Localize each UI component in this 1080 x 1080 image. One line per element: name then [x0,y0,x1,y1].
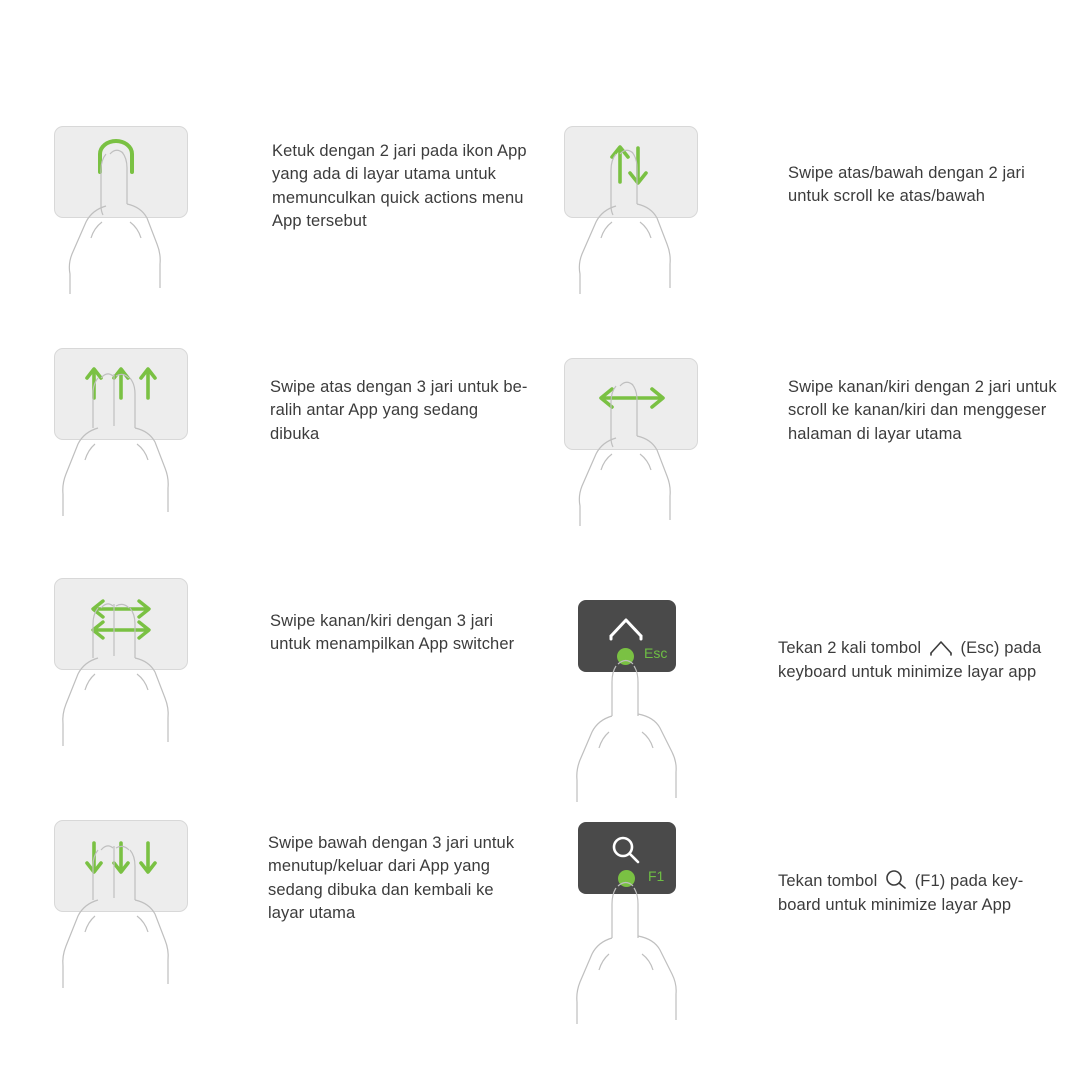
gesture-caption [778,614,1060,684]
esc-key-label: Esc [644,645,668,661]
caption-text-before: Tekan 2 kali tombol [778,639,926,658]
gesture-caption [778,846,1060,917]
trackpad-two-finger-vertical-illustration [560,126,710,296]
gesture-caption: Swipe kanan/kiri dengan 2 jari untuk scroll ke kanan/kiri dan menggeser halaman di layar utama [788,378,1057,443]
home-outline-icon [928,638,954,656]
gesture-caption: Swipe kanan/kiri dengan 3 jari untuk menampilkan App switcher [270,612,515,654]
gesture-card-f1-search-key [560,822,1060,1022]
search-outline-icon [884,869,908,889]
keyboard-f1-key-illustration [560,822,710,1022]
f1-key-label: F1 [648,868,665,884]
three-finger-hand-illustration [50,578,200,748]
gesture-caption: Swipe atas/bawah dengan 2 jari untuk scroll ke atas/bawah [788,164,1025,206]
single-finger-hand-illustration [560,866,710,1026]
gesture-card-three-finger-swipe-down [50,820,530,990]
keyboard-esc-key-illustration [560,600,710,800]
gesture-caption: Ketuk dengan 2 jari pada ikon App yang ada di layar utama untuk memunculkan quick actions menu App tersebut [272,142,527,231]
caption-text-after: (Esc) pada keyboard untuk minimize layar app [778,639,1042,681]
search-key-icon [608,834,644,868]
three-finger-hand-illustration [50,820,200,990]
trackpad-two-finger-tap-illustration [50,126,200,296]
two-finger-hand-illustration [50,126,200,296]
trackpad-three-finger-down-illustration [50,820,200,990]
trackpad-three-finger-horizontal-illustration [50,578,200,748]
two-finger-hand-illustration [560,358,710,528]
caption-text-before: Tekan tombol [778,872,883,891]
two-finger-hand-illustration [560,126,710,296]
trackpad-three-finger-up-illustration [50,348,200,518]
gesture-card-two-finger-scroll-horizontal [560,358,1060,528]
gesture-caption: Swipe atas dengan 3 jari untuk be-ralih antar App yang sedang dibuka [270,378,528,443]
gesture-card-three-finger-swipe-up [50,348,530,518]
gesture-card-three-finger-swipe-horizontal [50,578,530,748]
gesture-card-two-finger-tap [50,126,530,296]
home-key-icon [606,612,646,646]
single-finger-hand-illustration [560,644,710,804]
trackpad-two-finger-horizontal-illustration [560,358,710,528]
gesture-caption: Swipe bawah dengan 3 jari untuk menutup/keluar dari App yang sedang dibuka dan kembali ke layar utama [268,834,515,923]
three-finger-hand-illustration [50,348,200,518]
caption-text-after: (F1) pada key-board untuk minimize layar App [778,872,1024,914]
gesture-card-two-finger-scroll-vertical [560,126,1060,296]
gesture-card-esc-home-key [560,600,1060,800]
